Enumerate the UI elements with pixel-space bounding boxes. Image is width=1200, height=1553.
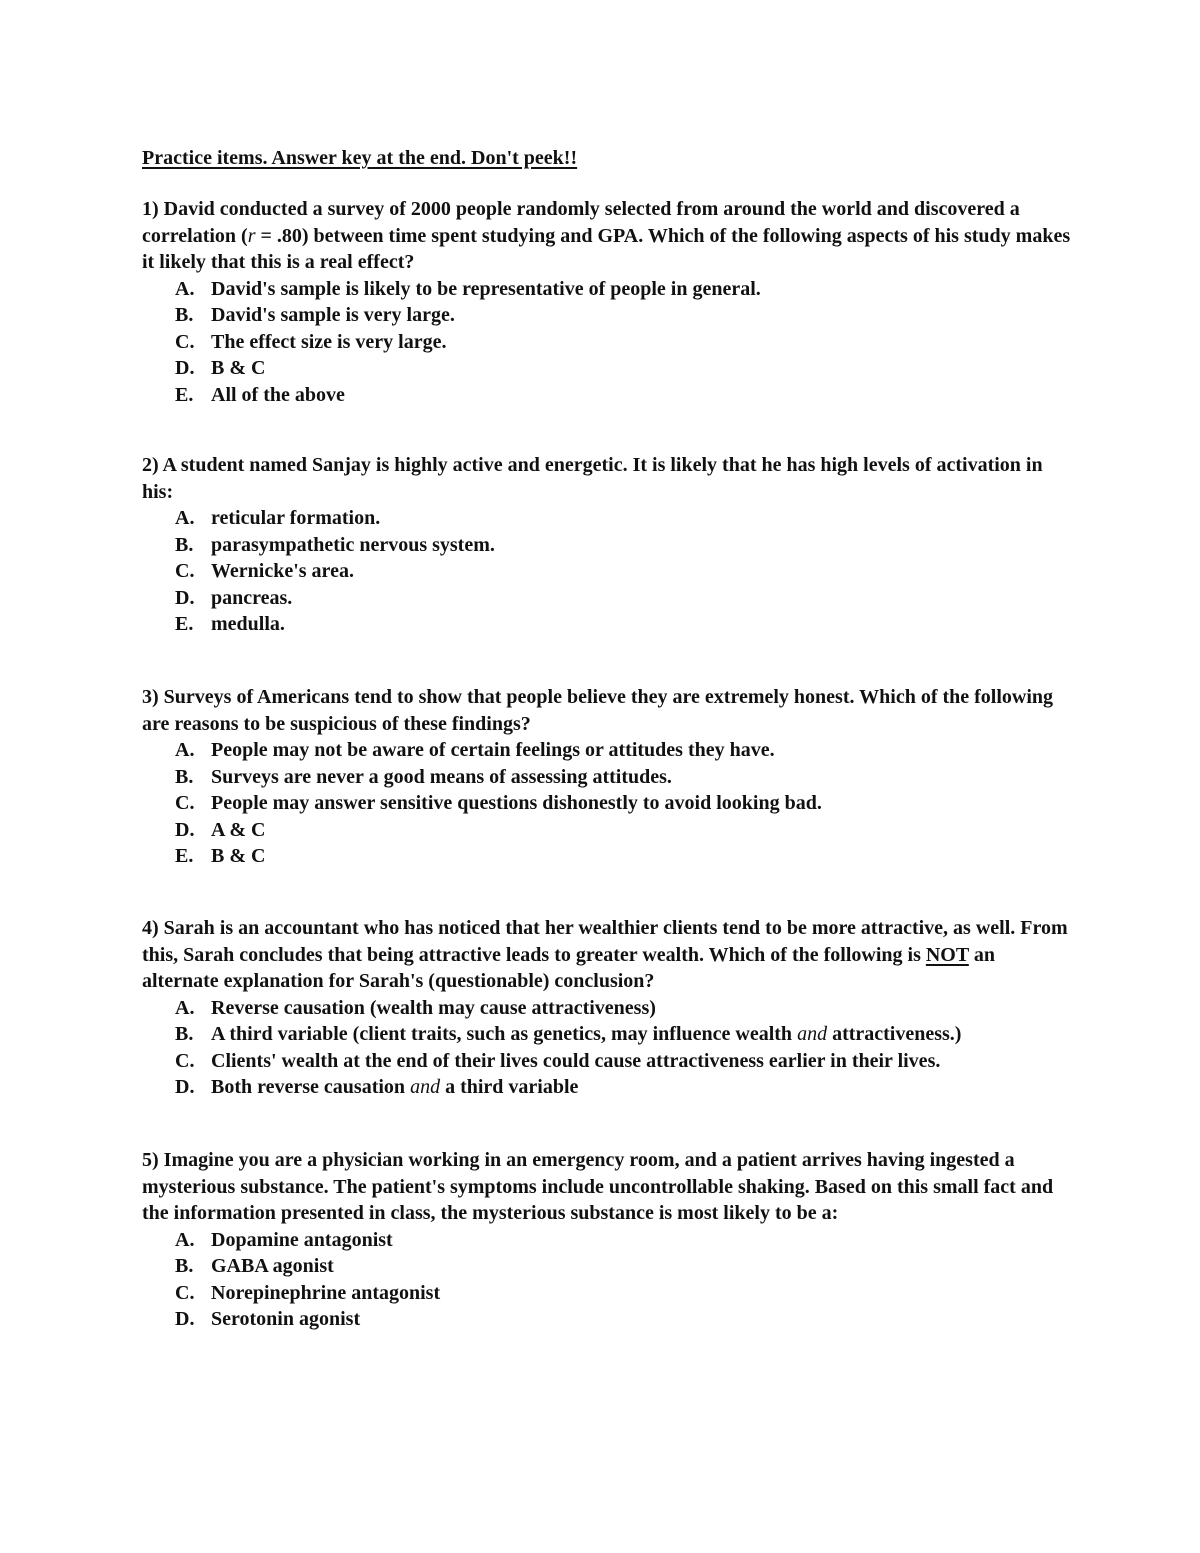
question-2: [142, 452, 1072, 638]
option-letter: C.: [175, 792, 195, 814]
question-3: [142, 684, 1072, 870]
option-letter: E.: [175, 845, 194, 867]
option-text: medulla.: [211, 613, 285, 635]
question-1-options: [142, 276, 1072, 409]
italic-and: and: [797, 1023, 828, 1045]
option-text: All of the above: [211, 383, 345, 406]
option-text: David's sample is likely to be representative of people in general.: [211, 277, 761, 300]
option-text: reticular formation.: [211, 507, 381, 529]
option-text: B & C: [211, 845, 266, 867]
option-text: David's sample is very large.: [211, 304, 455, 326]
question-5-stem: 5) Imagine you are a physician working in an emergency room, and a patient arrives having ingested a mysterious substance. The patient's symptoms include uncontrollable shaking. Based on this small fact and the information presented in class, the mysterious substance is most likely to be a:: [142, 1149, 1054, 1224]
option-item: [142, 1280, 1072, 1307]
option-letter: C.: [175, 330, 195, 353]
option-text: B & C: [211, 357, 266, 379]
option-letter: B.: [175, 765, 194, 788]
option-letter: D.: [175, 1308, 195, 1330]
option-item: [142, 611, 1072, 638]
option-letter: A.: [175, 996, 195, 1019]
option-text: Dopamine antagonist: [211, 1228, 393, 1251]
option-letter: D.: [175, 1076, 195, 1098]
question-2-options: [142, 505, 1072, 638]
option-text: People may not be aware of certain feelings or attitudes they have.: [211, 739, 775, 761]
option-text: Clients' wealth at the end of their lives could cause attractiveness earlier in their lives.: [211, 1049, 941, 1072]
option-text: Surveys are never a good means of assessing attitudes.: [211, 765, 672, 788]
option-text: parasympathetic nervous system.: [211, 533, 495, 556]
option-letter: C.: [175, 1281, 195, 1304]
option-item: [142, 843, 1072, 870]
option-item: [142, 1074, 1072, 1101]
option-item: [142, 995, 1072, 1022]
question-3-stem: 3) Surveys of Americans tend to show that people believe they are extremely honest. Which of the following are reasons to be suspicious of these findings?: [142, 686, 1054, 735]
option-item: [142, 355, 1072, 382]
option-item: [142, 1048, 1072, 1075]
question-5: [142, 1147, 1072, 1333]
option-letter: A.: [175, 507, 195, 529]
option-letter: D.: [175, 586, 195, 609]
question-5-options: [142, 1227, 1072, 1333]
option-text: Norepinephrine antagonist: [211, 1281, 441, 1304]
option-item: [142, 817, 1072, 844]
option-letter: A.: [175, 739, 195, 761]
option-item: [142, 764, 1072, 791]
option-letter: B.: [175, 1255, 194, 1277]
option-text: Reverse causation (wealth may cause attractiveness): [211, 996, 656, 1019]
option-text: Wernicke's area.: [211, 560, 354, 582]
italic-r: r: [247, 224, 256, 247]
question-1: [142, 196, 1072, 408]
page-title: Practice items. Answer key at the end. Don't peek!!: [142, 147, 578, 169]
option-item: [142, 1306, 1072, 1333]
option-item: [142, 505, 1072, 532]
option-item: [142, 1253, 1072, 1280]
option-text: The effect size is very large.: [211, 330, 447, 353]
option-text: GABA agonist: [211, 1255, 334, 1277]
option-item: [142, 302, 1072, 329]
option-item: [142, 1227, 1072, 1254]
option-letter: C.: [175, 560, 195, 582]
option-item: [142, 1021, 1072, 1048]
question-1-stem: 1) David conducted a survey of 2000 people randomly selected from around the world and discovered a correlation (r = .80) between time spent studying and GPA. Which of the following aspects of his study makes it likely that this is a real effect?: [142, 198, 1071, 273]
option-letter: D.: [175, 357, 195, 379]
option-letter: B.: [175, 1023, 194, 1045]
option-text: A third variable (client traits, such as genetics, may influence wealth and attractiveness.): [211, 1023, 962, 1045]
option-item: [142, 585, 1072, 612]
option-text: A & C: [211, 818, 266, 841]
option-item: [142, 382, 1072, 409]
option-letter: E.: [175, 613, 194, 635]
option-text: pancreas.: [211, 586, 293, 609]
option-item: [142, 532, 1072, 559]
underlined-not: NOT: [925, 943, 969, 966]
question-4: [142, 915, 1072, 1101]
italic-and: and: [410, 1076, 441, 1098]
option-item: [142, 276, 1072, 303]
question-4-options: [142, 995, 1072, 1101]
option-letter: E.: [175, 383, 194, 406]
option-letter: B.: [175, 304, 194, 326]
option-letter: D.: [175, 818, 195, 841]
option-item: [142, 737, 1072, 764]
option-text: Serotonin agonist: [211, 1308, 361, 1330]
option-letter: C.: [175, 1049, 195, 1072]
option-letter: A.: [175, 277, 195, 300]
option-text: Both reverse causation and a third variable: [211, 1076, 579, 1098]
option-item: [142, 790, 1072, 817]
option-item: [142, 329, 1072, 356]
option-item: [142, 558, 1072, 585]
option-text: People may answer sensitive questions dishonestly to avoid looking bad.: [211, 792, 822, 814]
option-letter: A.: [175, 1228, 195, 1251]
question-4-stem: 4) Sarah is an accountant who has noticed that her wealthier clients tend to be more attractive, as well. From this, Sarah concludes that being attractive leads to greater wealth. Which of the following is NOT an alternate explanation for Sarah's (questionable) conclusion?: [142, 917, 1068, 992]
question-3-options: [142, 737, 1072, 870]
option-letter: B.: [175, 533, 194, 556]
question-2-stem: 2) A student named Sanjay is highly active and energetic. It is likely that he has high levels of activation in his:: [142, 454, 1043, 503]
